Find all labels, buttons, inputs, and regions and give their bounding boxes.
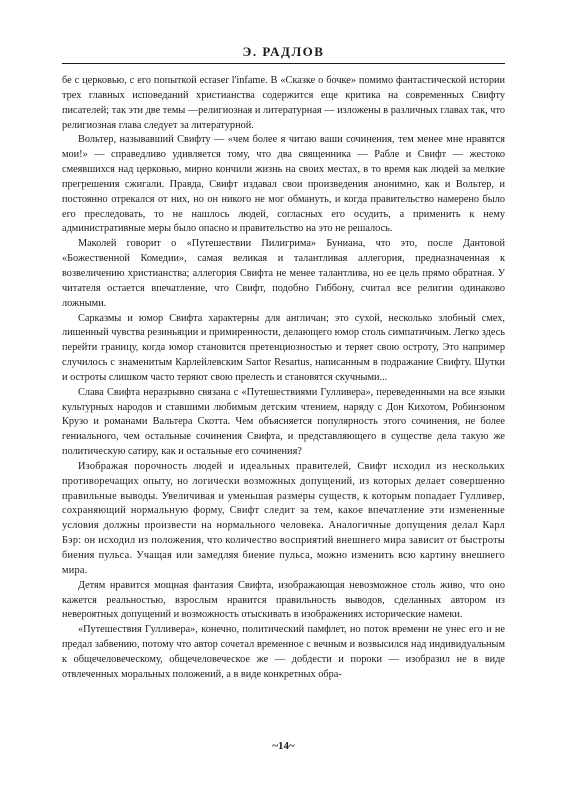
paragraph: Изображая порочность людей и идеальных правителей, Свифт исходил из нескольких противоречащих опыту, но логически возможных допущений, из которых делает совершенно правильные выводы. Увеличивая и уменьшая размеры существ, к которым попадает Гулливер, сохраняющий нормальную форму, Свифт следит за тем, какое впечатление эти измененные условия должны произвести на нормального человека. Аналогичные допущения делал Карл Бэр: он исходил из положения, что количество восприятий внешнего мира зависит от быстроты биения пульса. Учащая или замедляя биение пульса, можно изменить всю картину внешнего мира. (62, 460, 505, 576)
paragraph: Слава Свифта неразрывно связана с «Путешествиями Гулливера», переведенными на все языки культурных народов и ставшими любимым детским чтением, наряду с Дон Кихотом, Робинзоном Крузо и романами Вальтера Скотта. Чем объясняется популярность этого сочинения, не более гениального, чем остальные сочинения Свифта, и представляющего в существе дела такую же политическую сатиру, как и остальные его сочинения? (62, 386, 505, 458)
body-text (62, 74, 505, 683)
header-rule (62, 63, 505, 64)
paragraph: «Путешествия Гулливера», конечно, политический памфлет, но поток времени не унес его и не предал забвению, потому что автор сочетал временное с вечным и возвысился над индивидуальным к общечеловеческому, общечеловеческое же — добдести и пороки — изобразил не в виде отвлеченных моральных положений, а в виде конкретных обра- (62, 624, 505, 680)
paragraph: Детям нравится мощная фантазия Свифта, изображающая невозможное столь живо, что оно кажется реальностью, взрослым нравится правильность выводов, сделанных автором из невероятных допущений и возможность отыскивать в изображениях исторические намеки. (62, 579, 505, 621)
paragraph: бе с церковью, с его попыткой ecraser l'infame. В «Сказке о бочке» помимо фантастической истории трех главных исповеданий христианства содержится еще критика на современных Свифту писателей; так эти две темы —религиозная и литературная — изложены в различных главах так, что религиозная глава следует за литературной. (62, 75, 505, 131)
page-number: ~14~ (272, 740, 295, 752)
running-title: Э. РАДЛОВ (242, 44, 325, 59)
paragraph: Сарказмы и юмор Свифта характерны для англичан; это сухой, несколько злобный смех, лишенный чувства резиньяции и примиренности, делающего юмор столь симпатичным. Легко здесь перейти границу, когда юмор становится претенциозностью и теряет свою остроту, Это например случилось с знаменитым Карлейлевским Sartor Resartus, написанным в подражание Свифту. Шутки и остроты слишком часто теряют свою прелесть и становятся скучными... (62, 312, 505, 383)
paragraph: Вольтер, называвший Свифту — «чем более я читаю ваши сочинения, тем менее мне нравятся мои!» — справедливо удивляется тому, что два священника — Рабле и Свифт — жестоко смеявшихся над церковью, мирно кончили жизнь на своих местах, в то время как людей за мелкие прегрешения сжигали. Правда, Свифт издавал свои произведения анонимно, как и Вольтер, и постоянно отрекался от них, но он никого не мог обмануть, и когда правительство намерено было его преследовать, то не нашлось людей, согласных его осудить, а применить к нему административные меры было опасно и правительство на это не решалось. (62, 134, 505, 235)
paragraph: Маколей говорит о «Путешествии Пилигрима» Буниана, что это, после Дантовой «Божественной Комедии», самая великая и талантливая аллегория, предназначенная к возвеличению христианства; аллегория Свифта не менее талантлива, но ее цель прямо обратная. У читателя остается впечатление, что Свифт, подобно Гиббону, считал все религии одинаково ложными. (62, 238, 505, 309)
